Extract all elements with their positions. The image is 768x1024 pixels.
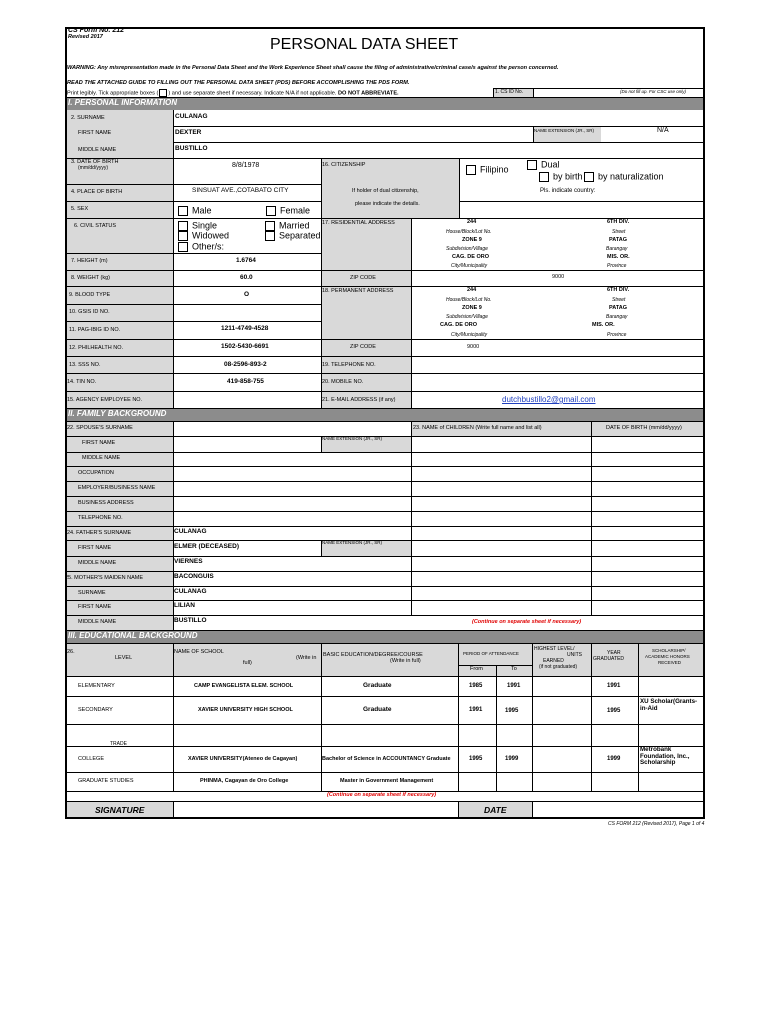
- edu-level: ELEMENTARY: [78, 683, 115, 689]
- spouse-telephone-label: TELEPHONE NO.: [78, 515, 123, 521]
- edu-year-a: YEAR: [607, 650, 621, 656]
- guide-text: READ THE ATTACHED GUIDE TO FILLING OUT THE PERSONAL DATA SHEET (PDS) BEFORE ACCOMPLISHING THE PDS FORM.: [67, 80, 410, 86]
- father-first-label: FIRST NAME: [78, 545, 112, 551]
- father-ext-label: NAME EXTENSION (JR., SR): [322, 540, 383, 545]
- by-naturalization-label: by naturalization: [598, 171, 664, 182]
- single-box-icon: [178, 221, 188, 231]
- edu-from[interactable]: 1985: [469, 683, 483, 689]
- edu-highest-c: EARNED: [543, 658, 564, 664]
- surname-label: 2. SURNAME: [71, 115, 105, 121]
- edu-school[interactable]: CAMP EVANGELISTA ELEM. SCHOOL: [194, 683, 294, 689]
- spouse-ext-label: NAME EXTENSION (JR., SR): [322, 436, 383, 441]
- res-barangay[interactable]: PATAG: [609, 237, 628, 243]
- male-checkbox[interactable]: [178, 206, 212, 216]
- filipino-label: Filipino: [480, 164, 509, 175]
- others-label: Other/s:: [192, 241, 225, 252]
- perm-subdivision-label: Subdivision/Village: [446, 314, 488, 320]
- edu-period-header: PERIOD OF ATTENDANCE: [463, 651, 519, 656]
- edu-course[interactable]: Graduate: [363, 682, 392, 689]
- male-label: Male: [192, 205, 212, 216]
- spouse-middle-label: MIDDLE NAME: [82, 455, 121, 461]
- family-continue-note: (Continue on separate sheet if necessary): [472, 619, 582, 625]
- res-subdivision[interactable]: ZONE 9: [462, 237, 482, 243]
- philhealth-value[interactable]: 1502-5430-6691: [221, 343, 269, 350]
- form-sheet: [65, 27, 705, 819]
- perm-zip-label: ZIP CODE: [350, 344, 376, 350]
- children-dob-header: DATE OF BIRTH (mm/dd/yyyy): [606, 425, 682, 431]
- married-label: Married: [279, 220, 310, 231]
- page-footer-note: CS FORM 212 (Revised 2017), Page 1 of 4: [608, 821, 705, 827]
- civil-status-label: 6. CIVIL STATUS: [74, 223, 117, 229]
- res-house[interactable]: 244: [467, 219, 477, 225]
- sss-value[interactable]: 08-2596-893-2: [224, 361, 267, 368]
- name-ext-label: NAME EXTENSION (JR., SR): [534, 128, 595, 133]
- dob-label: 3. DATE OF BIRTH: [71, 159, 119, 165]
- edu-from-header: From: [470, 666, 483, 672]
- father-first-value[interactable]: ELMER (DECEASED): [174, 543, 240, 550]
- middle-name-value[interactable]: BUSTILLO: [175, 145, 208, 152]
- philhealth-label: 12. PHILHEALTH NO.: [69, 345, 123, 351]
- edu-school-header: NAME OF SCHOOL: [174, 649, 224, 655]
- female-label: Female: [280, 205, 311, 216]
- perm-zip-value[interactable]: 9000: [467, 344, 480, 350]
- mother-surname-label: SURNAME: [78, 590, 106, 596]
- edu-from[interactable]: 1995: [469, 756, 483, 762]
- edu-trade-label: TRADE: [110, 741, 127, 747]
- warning-text: WARNING: Any misrepresentation made in the Personal Data Sheet and the Work Experience Sheet shall cause the filing of administrative/criminal case/s against the person concerned.: [67, 65, 559, 71]
- weight-label: 8. WEIGHT (kg): [71, 275, 111, 281]
- edu-highest-d: (if not graduated): [539, 664, 578, 670]
- separated-box-icon: [265, 231, 275, 241]
- mother-middle-label: MIDDLE NAME: [78, 619, 117, 625]
- perm-subdivision[interactable]: ZONE 9: [462, 305, 482, 311]
- form-revised: Revised 2017: [68, 34, 103, 40]
- section-personal-bar: I. PERSONAL INFORMATION: [65, 98, 705, 110]
- perm-house-label: House/Block/Lot No.: [446, 297, 492, 303]
- res-zip-label: ZIP CODE: [350, 275, 376, 281]
- section-family-bar: II. FAMILY BACKGROUND: [65, 409, 705, 421]
- edu-honors[interactable]: XU Scholar(Grants-in-Aid: [640, 698, 698, 712]
- res-barangay-label: Barangay: [606, 246, 628, 252]
- pob-label: 4. PLACE OF BIRTH: [71, 189, 123, 195]
- by-birth-checkbox[interactable]: [539, 172, 583, 182]
- telephone-label: 19. TELEPHONE NO.: [322, 362, 376, 368]
- dual-checkbox[interactable]: [527, 160, 560, 170]
- sss-label: 13. SSS NO.: [69, 362, 101, 368]
- separated-checkbox[interactable]: [265, 231, 321, 241]
- perm-barangay[interactable]: PATAG: [609, 305, 628, 311]
- edu-course[interactable]: Graduate: [363, 706, 392, 713]
- edu-school-note-b: full): [243, 660, 252, 666]
- single-label: Single: [192, 220, 218, 231]
- spouse-first-label: FIRST NAME: [82, 440, 116, 446]
- perm-street-label: Street: [612, 297, 626, 303]
- female-checkbox[interactable]: [266, 206, 310, 216]
- res-city-label: City/Municipality: [451, 263, 488, 269]
- filipino-checkbox[interactable]: [466, 165, 509, 175]
- separated-label: Separated: [279, 230, 321, 241]
- dob-value[interactable]: 8/8/1978: [232, 162, 260, 169]
- mother-middle-value[interactable]: BUSTILLO: [174, 617, 207, 624]
- date-field[interactable]: [533, 802, 703, 818]
- children-header: 23. NAME of CHILDREN (Write full name and list all): [413, 425, 542, 431]
- edu-continue-note: (Continue on separate sheet if necessary): [327, 792, 437, 798]
- by-naturalization-checkbox[interactable]: [584, 172, 664, 182]
- father-middle-value[interactable]: VIERNES: [174, 558, 203, 565]
- employer-label: EMPLOYER/BUSINESS NAME: [78, 485, 156, 491]
- tin-label: 14. TIN NO.: [67, 379, 97, 385]
- mother-first-label: FIRST NAME: [78, 604, 112, 610]
- permanent-address-label: 18. PERMANENT ADDRESS: [322, 288, 394, 294]
- edu-to[interactable]: 1991: [507, 683, 521, 689]
- edu-highest-a: HIGHEST LEVEL/: [534, 646, 575, 652]
- res-province[interactable]: MIS. OR.: [607, 254, 630, 260]
- edu-year-b: GRADUATED: [593, 656, 625, 662]
- widowed-checkbox[interactable]: [178, 231, 229, 241]
- edu-from[interactable]: 1991: [469, 707, 483, 713]
- naturalization-box-icon: [584, 172, 594, 182]
- others-box-icon: [178, 242, 188, 252]
- by-birth-box-icon: [539, 172, 549, 182]
- edu-year[interactable]: 1999: [607, 756, 621, 762]
- perm-street[interactable]: 6TH DIV.: [607, 287, 630, 293]
- mother-first-value[interactable]: LILIAN: [174, 602, 195, 609]
- res-city[interactable]: CAG. DE ORO: [452, 254, 489, 260]
- res-street[interactable]: 6TH DIV.: [607, 219, 630, 225]
- mother-maiden-value[interactable]: BACONGUIS: [174, 573, 214, 580]
- height-value[interactable]: 1.6764: [236, 257, 256, 264]
- edu-level: COLLEGE: [78, 756, 104, 762]
- country-note: Pls. indicate country:: [540, 188, 596, 194]
- edu-level: GRADUATE STUDIES: [78, 778, 134, 784]
- occupation-label: OCCUPATION: [78, 470, 114, 476]
- edu-school[interactable]: XAVIER UNIVERSITY(Ateneo de Cagayan): [188, 756, 298, 762]
- edu-year[interactable]: 1995: [607, 708, 621, 714]
- email-value[interactable]: dutchbustillo2@gmail.com: [502, 395, 596, 404]
- citizenship-label: 16. CITIZENSHIP: [322, 162, 366, 168]
- residential-address-label: 17. RESIDENTIAL ADDRESS: [322, 220, 395, 226]
- edu-course-header: BASIC EDUCATION/DEGREE/COURSE: [323, 652, 423, 658]
- filipino-box-icon: [466, 165, 476, 175]
- tick-box-icon: [159, 89, 167, 97]
- dual-label: Dual: [541, 159, 560, 170]
- pagibig-label: 11. PAG-IBIG ID NO.: [69, 327, 121, 333]
- height-label: 7. HEIGHT (m): [71, 258, 108, 264]
- res-zip-value[interactable]: 9000: [552, 274, 565, 280]
- widowed-box-icon: [178, 231, 188, 241]
- perm-city-label: City/Municipality: [451, 332, 488, 338]
- res-house-label: House/Block/Lot No.: [446, 229, 492, 235]
- female-box-icon: [266, 206, 276, 216]
- edu-year[interactable]: 1991: [607, 683, 621, 689]
- cs-id-label: 1. CS ID No.: [495, 89, 524, 95]
- mother-surname-value[interactable]: CULANAG: [174, 588, 207, 595]
- edu-honors-c: RECEIVED: [658, 660, 682, 665]
- father-surname-value[interactable]: CULANAG: [174, 528, 207, 535]
- edu-to[interactable]: 1995: [505, 708, 519, 714]
- father-middle-label: MIDDLE NAME: [78, 560, 117, 566]
- print-instr-a: Print legibly. Tick appropriate boxes (: [67, 90, 159, 97]
- first-name-label: FIRST NAME: [78, 130, 112, 136]
- edu-honors[interactable]: Metrobank Foundation, Inc., Scholarship: [640, 746, 690, 766]
- widowed-label: Widowed: [192, 230, 230, 241]
- surname-value[interactable]: CULANAG: [175, 113, 208, 120]
- res-province-label: Province: [607, 263, 627, 269]
- spouse-surname-label: 22. SPOUSE'S SURNAME: [67, 425, 133, 431]
- no-abbreviate-text: DO NOT ABBREVIATE.: [338, 90, 399, 97]
- edu-school[interactable]: XAVIER UNIVERSITY HIGH SCHOOL: [198, 707, 293, 713]
- edu-school[interactable]: PHINMA, Cagayan de Oro College: [200, 778, 289, 784]
- pob-value[interactable]: SINSUAT AVE.,COTABATO CITY: [192, 187, 289, 194]
- dob-format-label: (mm/dd/yyyy): [78, 165, 108, 171]
- weight-value[interactable]: 60.0: [240, 274, 253, 281]
- middle-name-label: MIDDLE NAME: [78, 147, 117, 153]
- edu-honors-a: SCHOLARSHIP/: [652, 648, 686, 653]
- signature-field[interactable]: [174, 802, 457, 818]
- blood-type-label: 9. BLOOD TYPE: [69, 292, 111, 298]
- edu-to[interactable]: 1999: [505, 756, 519, 762]
- edu-level-header: LEVEL: [115, 655, 133, 661]
- res-street-label: Street: [612, 229, 626, 235]
- first-name-value[interactable]: DEXTER: [175, 129, 202, 136]
- edu-school-note-a: (Write in: [296, 655, 317, 661]
- perm-house[interactable]: 244: [467, 287, 477, 293]
- edu-course-note: (Write in full): [390, 658, 421, 664]
- dual-note-a: If holder of dual citizenship,: [352, 188, 419, 194]
- section-education-bar: III. EDUCATIONAL BACKGROUND: [65, 631, 705, 643]
- sex-label: 5. SEX: [71, 206, 89, 212]
- edu-level: SECONDARY: [78, 707, 113, 713]
- cs-id-note: (Do not fill up. For CSC use only): [620, 89, 687, 94]
- blood-type-value[interactable]: O: [244, 291, 250, 298]
- res-subdivision-label: Subdivision/Village: [446, 246, 488, 252]
- agency-no-label: 15. AGENCY EMPLOYEE NO.: [67, 397, 143, 403]
- mobile-label: 20. MOBILE NO.: [322, 379, 364, 385]
- male-box-icon: [178, 206, 188, 216]
- by-birth-label: by birth: [553, 171, 583, 182]
- perm-barangay-label: Barangay: [606, 314, 628, 320]
- signature-label: SIGNATURE: [95, 805, 145, 815]
- perm-province[interactable]: MIS. OR.: [592, 322, 615, 328]
- date-label: DATE: [484, 805, 507, 815]
- print-instructions: [67, 89, 399, 97]
- perm-city[interactable]: CAG. DE ORO: [440, 322, 477, 328]
- father-surname-label: 24. FATHER'S SURNAME: [67, 530, 132, 536]
- civil-status-options: [175, 219, 321, 253]
- mother-maiden-label: 25. MOTHER'S MAIDEN NAME: [65, 575, 144, 581]
- dual-box-icon: [527, 160, 537, 170]
- married-box-icon: [265, 221, 275, 231]
- edu-to-header: To: [511, 666, 517, 672]
- print-instr-b: ) and use separate sheet if necessary. Indicate N/A if not applicable.: [168, 90, 337, 97]
- edu-course[interactable]: Master in Government Management: [340, 778, 434, 784]
- page-title: PERSONAL DATA SHEET: [270, 36, 459, 53]
- business-address-label: BUSINESS ADDRESS: [78, 500, 134, 506]
- pagibig-value[interactable]: 1211-4749-4528: [221, 325, 269, 332]
- edu-num-label: 26.: [67, 649, 75, 655]
- dual-note-b: please indicate the details.: [355, 201, 420, 207]
- tin-value[interactable]: 419-858-755: [227, 378, 264, 385]
- form-number: CS Form No. 212: [68, 27, 125, 34]
- others-checkbox[interactable]: [178, 242, 224, 252]
- gsis-label: 10. GSIS ID NO.: [69, 309, 110, 315]
- edu-course[interactable]: Bachelor of Science in ACCOUNTANCY Graduate: [322, 756, 451, 762]
- edu-highest-b: UNITS: [567, 652, 582, 658]
- email-label: 21. E-MAIL ADDRESS (if any): [322, 397, 396, 403]
- edu-honors-b: ACADEMIC HONORS: [645, 654, 690, 659]
- name-ext-value[interactable]: N/A: [657, 127, 669, 134]
- perm-province-label: Province: [607, 332, 627, 338]
